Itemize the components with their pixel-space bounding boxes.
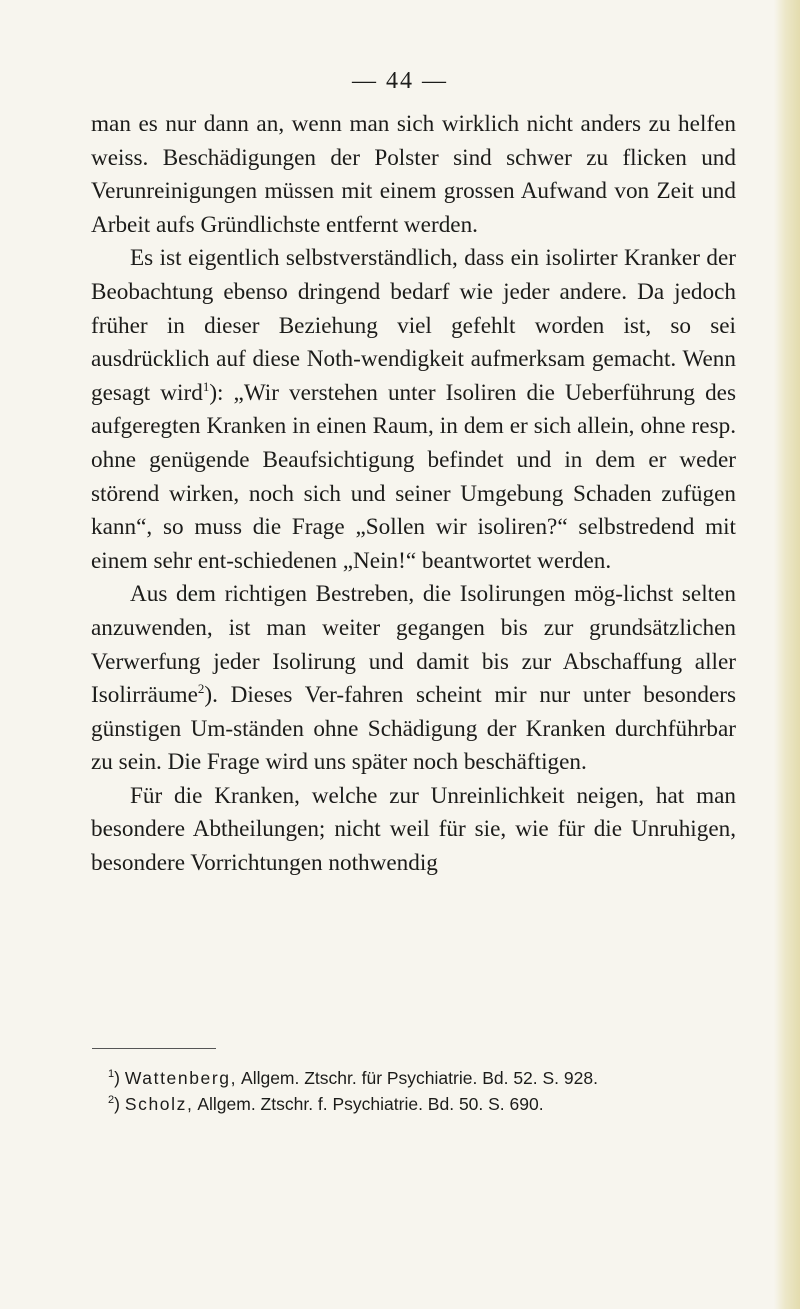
footnotes (91, 1066, 736, 1117)
footnote-1-mark: 1 (108, 1068, 115, 1080)
paragraph-3-text-a: Aus dem richtigen Bestreben, die Isolirungen mög-lichst selten anzuwenden, ist man weiter gegangen bis zur grundsätzlichen Verwerfung jeder Isolirung und damit bis zur Abschaffung aller Isolirräume (91, 581, 736, 709)
body-text (91, 108, 736, 881)
footnote-1: $^1$) Wattenberg, Allgem. Ztschr. für Psychiatrie. Bd. 52. S. 928. (108, 1068, 598, 1088)
paragraph-3-text-b: ). Dieses Ver-fahren scheint mir nur unter besonders günstigen Um-ständen ohne Schädigung der Kranken durchführbar zu sein. Die Frage wird uns später noch beschäftigen. (91, 682, 736, 776)
page-number: — 44 — (352, 68, 448, 94)
footnote-ref-2: 2 (197, 681, 205, 697)
paragraph-3 (91, 578, 736, 780)
paragraph-2-text-b: ): „Wir verstehen unter Isoliren die Ueberführung des aufgeregten Kranken in einen Raum, in dem er sich allein, ohne resp. ohne genügende Beaufsichtigung befindet und in dem er weder störend wirken, noch sich und seiner Umgebung Schaden zufügen kann“, so muss die Frage „Sollen wir isoliren?“ selbstredend mit einem sehr ent-schiedenen „Nein!“ beantwortet werden. (91, 379, 736, 574)
footnote-1-citation: Allgem. Ztschr. für Psychiatrie. Bd. 52. S. 928. (241, 1068, 598, 1088)
footnote-1-author: Wattenberg, (124, 1068, 238, 1088)
paragraph-2-text-a: Es ist eigentlich selbstverständlich, dass ein isolirter Kranker der Beobachtung ebenso dringend bedarf wie jeder andere. Da jedoch früher in dieser Beziehung viel gefehlt worden ist, so sei ausdrücklich auf diese Noth-wendigkeit aufmerksam gemacht. Wenn gesagt wird (91, 245, 736, 406)
footnote-separator (92, 1048, 216, 1049)
footnote-2-author: Scholz, (124, 1093, 194, 1114)
paragraph-4: Für die Kranken, welche zur Unreinlichkeit neigen, hat man besondere Abtheilungen; nicht weil für sie, wie für die Unruhigen, besondere Vorrichtungen nothwendig (91, 782, 736, 877)
paragraph-1: man es nur dann an, wenn man sich wirklich nicht anders zu helfen weiss. Beschädigungen der Polster sind schwer zu flicken und Verunreinigungen müssen mit einem grossen Aufwand von Zeit und Arbeit aufs Gründlichste entfernt werden. (91, 111, 736, 238)
footnote-ref-1: 1 (202, 378, 210, 394)
paragraph-2 (91, 242, 736, 578)
footnote-2-mark: 2 (108, 1093, 115, 1106)
footnote-2-citation: Allgem. Ztschr. f. Psychiatrie. Bd. 50. S. 690. (197, 1093, 544, 1114)
footnote-2: $^2$) Scholz, Allgem. Ztschr. f. Psychiatrie. Bd. 50. S. 690. (108, 1093, 544, 1114)
page-edge-shading (774, 0, 800, 1309)
